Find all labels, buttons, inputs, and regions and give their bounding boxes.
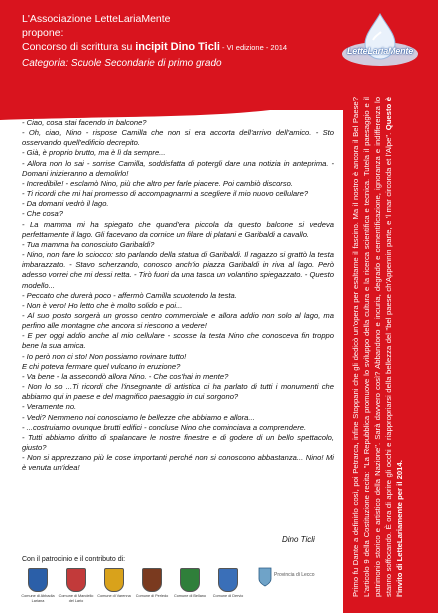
- story-line: E chi poteva fermare quel vulcano in eruzione?: [22, 361, 181, 371]
- story-line: - Da domani vedrò il lago.: [22, 199, 109, 209]
- crest-caption: Comune di Perledo: [135, 594, 169, 598]
- story-line: - Tutti abbiamo diritto di spalancare le nostre finestre e di godere di un bello spettacolo, giusto?: [22, 432, 334, 452]
- contest-title: [22, 41, 287, 53]
- crest-caption: Comune di Bellano: [173, 594, 207, 598]
- association-name: L'Associazione LetteLariaMente: [22, 13, 171, 25]
- province-label: Provincia di Lecco: [274, 572, 315, 578]
- story-line: - Che cosa?: [22, 209, 63, 219]
- story-line: - E per oggi addio anche al mio cellulare - scosse la testa Nino che conosceva fin troppo bene la sua amica.: [22, 331, 334, 351]
- contest-edition: - VI edizione - 2014: [219, 43, 288, 52]
- crest-shield-icon: [66, 568, 86, 592]
- association-logo: [335, 10, 425, 72]
- story-line: - Allora non lo sai - sorrise Camilla, soddisfatta di potergli dare una notizia in anteprima. - Domani inizieranno a demolirlo!: [22, 158, 334, 178]
- logo-text: LetteLariaMente: [346, 46, 414, 56]
- story-line: - Non lo so ...Ti ricordi che l'insegnante di artistica ci ha parlato di tutti i monumenti che abbiamo qui in paese e del magnifico paesaggio in cui sorgono?: [22, 382, 334, 402]
- contest-title-strong: incipit Dino Ticli: [135, 41, 220, 53]
- crest-caption: Comune di Mandello del Lario: [58, 594, 94, 603]
- crest-shield-icon: [28, 568, 48, 592]
- municipality-crest: [96, 568, 132, 599]
- story-line: - Già, è proprio brutto, ma è lì da sempre...: [22, 148, 166, 158]
- municipality-crest: [58, 568, 94, 603]
- story-line: - Nino, non fare lo sciocco: sto parlando della statua di Garibaldi. Il ragazzo si grattò la testa imbarazzato. - Stavo scherzando, conosco anch'io piazza Garibaldi in riva al lago. Però adesso vorrei che mi dessi retta. - Tirò fuori da una tasca un volantino spiegazzato. - Questo modello...: [22, 250, 334, 290]
- story-line: - La mamma mi ha spiegato che quand'era piccola da questo balcone si vedeva perfettamente il lago. Gli facevano da cornice un filare di platani e Garibaldi a cavallo.: [22, 219, 334, 239]
- crest-caption: Comune di Varenna: [97, 594, 131, 598]
- crest-caption: Comune di Abbadia Lariana: [21, 594, 55, 603]
- municipality-crest: [20, 568, 56, 603]
- story-line: - Va bene - la assecondò allora Nino. - Che cos'hai in mente?: [22, 371, 229, 381]
- sidebar-vertical-text: [350, 97, 432, 597]
- crest-shield-icon: [142, 568, 162, 592]
- story-text: [22, 118, 334, 473]
- municipality-crest: [210, 568, 246, 599]
- story-line: - ...costruiamo ovunque brutti edifici - concluse Nino che cominciava a comprendere.: [22, 422, 307, 432]
- crest-shield-icon: [180, 568, 200, 592]
- contest-title-prefix: Concorso di scrittura su: [22, 41, 136, 53]
- sidebar-body: Primo fu Dante a definirlo così, poi Petrarca, infine Stoppani che gli dedicò un'opera per esaltarne il fascino. Ma il nostro è ancora il Bel Paese? L'articolo 9 della Costituzione recita: "La Repubblica promuove lo sviluppo della cultura e la ricerca scientifica e tecnica. Tutela il paesaggio e il patrimonio storico e artistico della Nazione". Sarà davvero così? Abbandono e incuria, degrado e cementificazione, ignoranza e indifferenza lo stanno soffocando. È ora di aprire gli occhi e riappropriarsi della bellezza del "bel paese ch'Appennin parte, e 'l mar circonda et l'Alpe".: [351, 97, 393, 597]
- story-line: - Veramente no.: [22, 402, 77, 412]
- crest-shield-icon: [218, 568, 238, 592]
- story-line: - Tua mamma ha conosciuto Garibaldi?: [22, 239, 155, 249]
- story-line: - Io però non ci sto! Non possiamo rovinare tutto!: [22, 351, 187, 361]
- municipality-crest: [172, 568, 208, 599]
- municipality-crest: [134, 568, 170, 599]
- sidebar-invitation: Questo è l'invito di LetteLariamente per il 2014.: [384, 97, 404, 597]
- story-line: - Oh, ciao, Nino - rispose Camilla che non si era accorta dell'arrivo dell'amico. - Sto osservando quell'edificio decrepito.: [22, 128, 334, 148]
- story-line: - Peccato che durerà poco - affermò Camilla scuotendo la testa.: [22, 290, 237, 300]
- story-line: - Al suo posto sorgerà un grosso centro commerciale e allora addio non solo al lago, ma perfino alle montagne che ancora si riescono a vedere!: [22, 310, 334, 331]
- story-line: - Ti ricordi che mi hai promesso di accompagnarmi a scegliere il mio nuovo cellulare?: [22, 189, 309, 199]
- crest-shield-icon: [104, 568, 124, 592]
- patronage-label: Con il patrocinio e il contributo di:: [22, 556, 126, 563]
- proposes-label: propone:: [22, 27, 64, 39]
- sidebar-panel: [343, 85, 438, 613]
- story-line: - Incredibile! - esclamò Nino, più che altro per farle piacere. Poi cambiò discorso.: [22, 178, 293, 188]
- story-line: - Vedi? Nemmeno noi conosciamo le bellezze che abbiamo e allora...: [22, 412, 255, 422]
- story-line: - Ciao, cosa stai facendo in balcone?: [22, 118, 147, 127]
- crest-caption: Comune di Dervio: [212, 594, 244, 598]
- category-label: Categoria: Scuole Secondarie di primo grado: [22, 58, 222, 69]
- logo-drop-icon: [335, 10, 425, 72]
- author-signature: Dino Ticli: [282, 535, 315, 544]
- story-line: - Non è vero! Ho letto che è molto solido e poi...: [22, 300, 183, 310]
- story-line: - Non si apprezzano più le cose importanti perché non si conoscono abbastanza... Nino! Mi è venuta un'idea!: [22, 453, 334, 473]
- province-crest-icon: [258, 567, 272, 587]
